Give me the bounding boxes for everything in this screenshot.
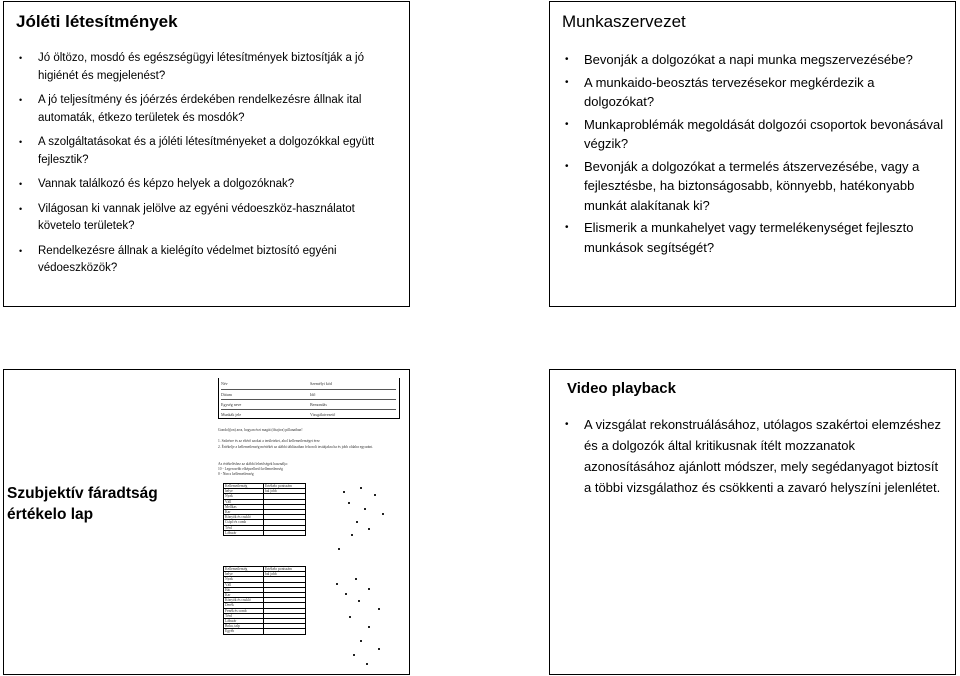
bullet-list (16, 50, 396, 285)
form-field-label: Személyi kód (310, 381, 332, 386)
bullet-list (562, 414, 947, 498)
divider (221, 409, 396, 410)
form-field-label: Vizsgálatvezető (310, 412, 336, 417)
diagram-dot (355, 578, 357, 580)
slide-title: Jóléti létesítmények (16, 12, 178, 31)
table-cell: Értékelo pontszám (264, 484, 306, 489)
body-part-table (223, 483, 306, 536)
bullet-item: • Bevonják a dolgozókat a napi munka megszervezésébe? (562, 50, 947, 70)
table-cell: Könyök és csukló (224, 598, 264, 603)
diagram-dot (374, 494, 376, 496)
diagram-dot (353, 654, 355, 656)
diagram-dot (364, 508, 366, 510)
bullet-item: • Munkaproblémák megoldását dolgozói csoportok bevonásával végzik? (562, 115, 947, 154)
table-cell: Kar (224, 510, 264, 515)
table-cell: Váll (224, 499, 264, 504)
bullet-item: • Bevonják a dolgozókat a termelés átszervezésébe, vagy a fejlesztésbe, ha biztonságosabb, könnyebb, hatékonyabb munkát alakítanak ki? (562, 157, 947, 216)
table-cell: Könyök és csukló (224, 515, 264, 520)
diagram-dot (338, 548, 340, 550)
slide-title: Munkaszervezet (562, 12, 686, 31)
diagram-dot (382, 513, 384, 515)
diagram-dot (360, 487, 362, 489)
form-intro: Gondolj(on) arra, hogyan érzi magát (óhajtva) pillanatban! (218, 428, 303, 432)
diagram-dot (336, 583, 338, 585)
table-cell: Nyak (224, 494, 264, 499)
bullet-item: • Rendelkezésre állnak a kielégíto védelmet biztosító egyéni védoeszközök? (16, 243, 396, 278)
table-cell: helye (224, 572, 264, 577)
table-cell (264, 629, 306, 634)
table-cell: Fenék és comb (224, 608, 264, 613)
bullet-item: • A munkaido-beosztás tervezésekor megkérdezik a dolgozókat? (562, 73, 947, 112)
table-cell: Hát (224, 587, 264, 592)
bullet-item: • A vizsgálat rekonstruálásához, utólagos szakértoi elemzéshez és a dolgozók által kritikusnak ítélt mozzanatok azonosításához ajánlott módszer, mely segédanyagot biztosít a többi vizsgálathoz és csökkenti a zavaró helyszíni jelenlétet. (562, 414, 947, 498)
divider (221, 389, 396, 390)
diagram-dot (368, 626, 370, 628)
form-field-label: Munkák jele (221, 412, 242, 417)
diagram-dot (368, 528, 370, 530)
table-cell: Térd (224, 525, 264, 530)
diagram-dot (343, 491, 345, 493)
diagram-dot (351, 534, 353, 536)
diagram-dot (348, 502, 350, 504)
table-cell: Egyéb (224, 629, 264, 634)
bullet-item: • A jó teljesítmény és jóérzés érdekében rendelkezésre állnak ital automaták, étkezo területek és mosdók? (16, 92, 396, 127)
slide-video-playback (549, 369, 956, 675)
diagram-dot (358, 600, 360, 602)
table-cell: Lábszár (224, 530, 264, 535)
table-cell: Csípő és comb (224, 520, 264, 525)
form-field-label: Név (221, 381, 228, 386)
form-scale-item: 10 - Legerosebb elképzelhető kellemetlenség (218, 467, 283, 471)
table-cell: helye (224, 489, 264, 494)
table-cell: bal jobb (264, 572, 306, 577)
form-scale-item: 0 - Nincs kellemetlenség (218, 472, 254, 476)
table-row (224, 530, 306, 535)
table-cell: Kar (224, 593, 264, 598)
bullet-item: • Világosan ki vannak jelölve az egyéni védoeszköz-használatot követelo területek? (16, 201, 396, 236)
table-cell: Lábszár (224, 619, 264, 624)
diagram-dot (349, 616, 351, 618)
body-part-table (223, 566, 306, 635)
table-cell: Mellkas (224, 504, 264, 509)
divider (221, 399, 396, 400)
diagram-dot (378, 648, 380, 650)
table-cell: Boka, talp (224, 624, 264, 629)
slide-work-organization (549, 1, 956, 307)
diagram-dot (356, 521, 358, 523)
table-cell: Váll (224, 582, 264, 587)
slide-title: Szubjektív fáradtság értékelo lap (7, 485, 158, 523)
bullet-list (562, 50, 947, 260)
form-field-label: Egység neve (221, 402, 242, 407)
table-cell: Kellemetlenség (224, 567, 264, 572)
diagram-dot (378, 608, 380, 610)
fatigue-form-image (218, 378, 402, 668)
table-cell: Kellemetlenség (224, 484, 264, 489)
table-cell: Térd (224, 613, 264, 618)
slide-fatigue-form (3, 369, 410, 675)
table-cell: Derék (224, 603, 264, 608)
form-field-label: Idő (310, 392, 316, 397)
form-field-label: Dátum (221, 392, 232, 397)
form-step: 1. Szűrésre és az eltérő azokat a területeket, ahol kellemetlenséget érez (218, 439, 320, 443)
slide-welfare-facilities (3, 1, 410, 307)
diagram-dot (368, 588, 370, 590)
table-cell: Értékelo pontszám (264, 567, 306, 572)
bullet-item: • A szolgáltatásokat és a jóléti létesítményeket a dolgozókkal együtt fejlesztik? (16, 134, 396, 169)
diagram-dot (366, 663, 368, 665)
diagram-dot (360, 640, 362, 642)
bullet-item: • Elismerik a munkahelyet vagy termelékenységet fejleszto munkások segítségét? (562, 218, 947, 257)
bullet-item: • Jó öltözo, mosdó és egészségügyi létesítmények biztosítják a jó higiénét és megjelenést? (16, 50, 396, 85)
table-cell (264, 530, 306, 535)
form-field-label: Bemondás (310, 402, 327, 407)
form-scale-intro: Az értékeléshez az alábbi lehetőségek használja: (218, 462, 288, 466)
form-step: 2. Értékelje a kellemetlenség mértékét az alábbi táblázatban felsorolt testtájakra ha és jobb oldalra egyaránt. (218, 445, 374, 449)
table-cell: Nyak (224, 577, 264, 582)
table-row (224, 629, 306, 634)
bullet-item: • Vannak találkozó és képzo helyek a dolgozóknak? (16, 176, 396, 194)
slide-title: Video playback (567, 380, 676, 397)
table-cell: bal jobb (264, 489, 306, 494)
diagram-dot (345, 593, 347, 595)
